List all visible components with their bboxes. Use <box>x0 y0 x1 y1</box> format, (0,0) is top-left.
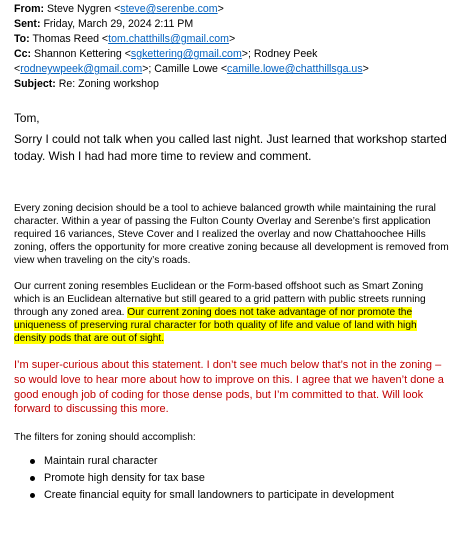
to-email-link[interactable]: tom.chatthills@gmail.com <box>108 33 229 45</box>
list-item <box>30 487 449 504</box>
cc-label: Cc: <box>14 48 32 60</box>
to-name: Thomas Reed < <box>32 33 109 45</box>
bullet-icon <box>30 459 35 464</box>
email-header <box>14 2 449 92</box>
paragraph-overlay: Every zoning decision should be a tool to achieve balanced growth while maintaining the rural character. Within a year of passing the Fulton County Overlay and Serenbe’s first application required 16 variances, Steve Cover and I realized the overlay and now Chattahoochee Hills zoning, offers the opportunity for more creative zoning because all development is removed from view when traveling on the city’s roads. <box>14 202 449 266</box>
cc3-email-link[interactable]: camille.lowe@chatthillsga.us <box>227 63 363 75</box>
reply-comment: I’m super-curious about this statement. I don’t see much below that’s not in the zoning – so would love to hear more about how to improve on this. I agree that we haven’t done a good enough job of coding for those dense pods, but I’m committed to that. Will look forward to discussing this more. <box>14 359 444 416</box>
to-label: To: <box>14 33 30 45</box>
cc1-email-link[interactable]: sgkettering@gmail.com <box>130 48 242 60</box>
highlighted-statement: Our current zoning does not take advantage of nor promote the uniqueness of preserving rural character for both quality of life and value of land with high density pods that are out of sight. <box>14 307 417 345</box>
subject-label: Subject: <box>14 78 56 90</box>
cc2-open: < <box>14 63 21 75</box>
list-item-text: Create financial equity for small landowners to participate in development <box>44 488 394 501</box>
intro-text: Sorry I could not talk when you called last night. Just learned that workshop started today. Wish I had had more time to review and comment. <box>14 131 447 163</box>
sent-row <box>14 17 449 32</box>
cc2-email-link[interactable]: rodneywpeek@gmail.com <box>20 63 143 75</box>
subject-row <box>14 77 449 92</box>
bullet-icon <box>30 493 35 498</box>
from-label: From: <box>14 3 45 15</box>
list-item-text: Promote high density for tax base <box>44 471 205 484</box>
current-zoning-text: Our current zoning resembles Euclidean or the Form-based offshoot such as Smart Zoning which is an Euclidean alternative but still geared to a grid pattern with public streets running through any zoned area. <box>14 280 426 319</box>
cc2-sep: >; Camille Lowe < <box>142 63 228 75</box>
from-row <box>14 2 449 17</box>
list-item <box>30 470 449 487</box>
from-close: > <box>217 3 224 15</box>
email-intro <box>14 110 449 166</box>
cc1-name: Shannon Kettering < <box>34 48 131 60</box>
cc1-sep: >; Rodney Peek <box>241 48 318 60</box>
from-name: Steve Nygren < <box>46 3 121 15</box>
list-item-text: Maintain rural character <box>44 454 158 467</box>
paragraph-filters: The filters for zoning should accomplish: <box>14 431 196 443</box>
filters-list <box>14 453 449 504</box>
sent-value: Friday, March 29, 2024 2:11 PM <box>43 18 194 30</box>
to-close: > <box>228 33 236 45</box>
cc-row-2 <box>14 62 449 77</box>
paragraph-current-zoning <box>14 280 449 345</box>
cc-row-1 <box>14 47 449 62</box>
sent-label: Sent: <box>14 18 41 30</box>
list-item <box>30 453 449 470</box>
to-row <box>14 32 449 47</box>
cc3-close: > <box>362 63 369 75</box>
subject-value: Re: Zoning workshop <box>58 78 159 90</box>
greeting: Tom, <box>14 111 40 125</box>
from-email-link[interactable]: steve@serenbe.com <box>120 3 218 15</box>
bullet-icon <box>30 476 35 481</box>
